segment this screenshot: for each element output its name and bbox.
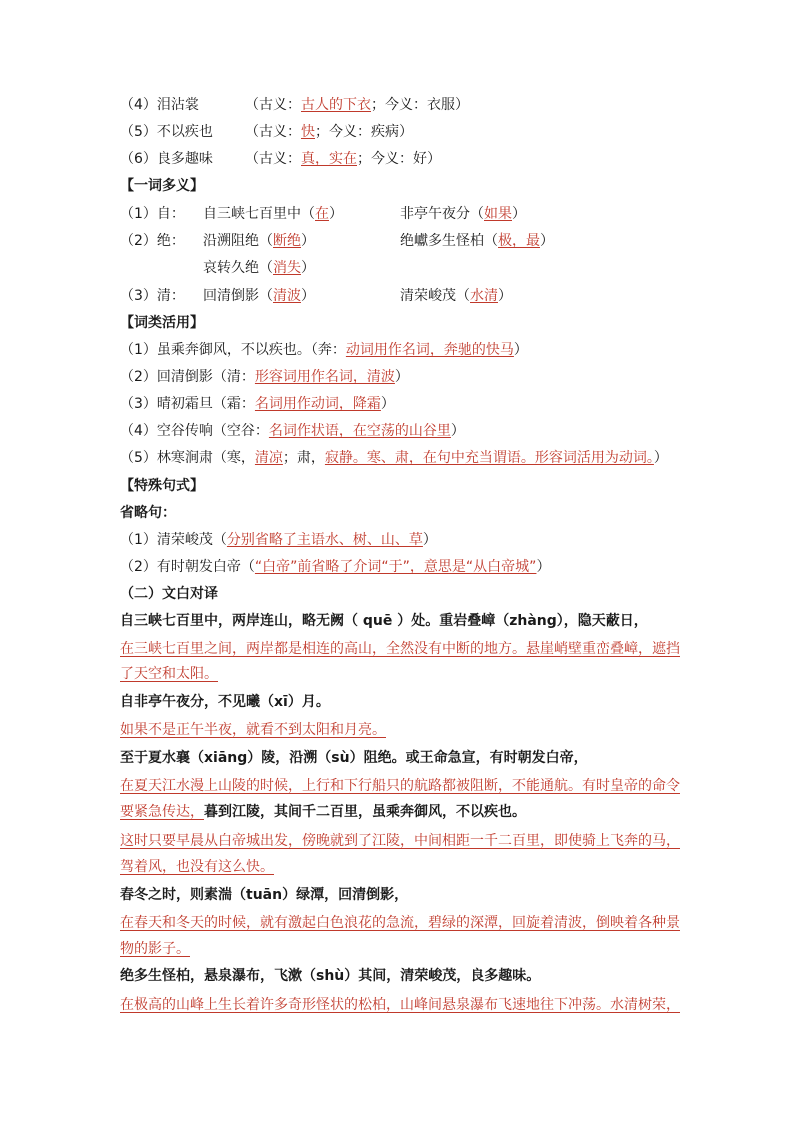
answer-text: 快 (301, 124, 315, 140)
polysemy-label: （2）绝： (120, 233, 185, 249)
meaning-explain: （古义：古人的下衣；今义：衣服） (245, 97, 469, 113)
answer-text: 真，实在 (301, 151, 357, 167)
original-text: 暮到江陵，其间千二百里，虽乘奔御风，不以疾也。 (204, 804, 526, 820)
translation-text: 这时只要早晨从白帝城出发，傍晚就到了江陵，中间相距一千二百里，即使骑上飞奔的马， (120, 833, 680, 849)
conversion-item: （1）虽乘奔御风，不以疾也。（奔：动词用作名词，奔驰的快马） (120, 342, 528, 358)
translation-text: 了天空和太阳。 (120, 666, 218, 682)
section-heading: 【一词多义】 (120, 178, 204, 194)
translation-text: 在极高的山峰上生长着许多奇形怪状的松柏，山峰间悬泉瀑布飞速地往下冲荡。水清树荣， (120, 997, 680, 1013)
translation-text: 在春天和冬天的时候，就有激起白色浪花的急流，碧绿的深潭，回旋着清波，倒映着各种景 (120, 915, 680, 931)
original-text: 春冬之时，则素湍（tuān）绿潭，回清倒影， (120, 887, 409, 903)
answer-text: 古人的下衣 (301, 97, 371, 113)
special-item: （2）有时朝发白帝（“白帝”前省略了介词“于”，意思是“从白帝城”） (120, 559, 551, 575)
polysemy-example: 自三峡七百里中（在） (203, 206, 343, 222)
polysemy-example: 回清倒影（清波） (203, 288, 315, 304)
original-text: 绝多生怪柏，悬泉瀑布，飞漱（shù）其间，清荣峻茂，良多趣味。 (120, 968, 541, 984)
meaning-word: （6）良多趣味 (120, 151, 213, 167)
meaning-explain: （古义：快；今义：疾病） (245, 124, 413, 140)
meaning-explain: （古义：真，实在；今义：好） (245, 151, 441, 167)
special-item: （1）清荣峻茂（分别省略了主语水、树、山、草） (120, 532, 437, 548)
conversion-item: （3）晴初霜旦（霜：名词用作动词，降霜） (120, 396, 395, 412)
section-heading: 【词类活用】 (120, 315, 204, 331)
meaning-word: （5）不以疾也 (120, 124, 213, 140)
original-text: 至于夏水襄（xiāng）陵，沿溯（sù）阻绝。或王命急宣，有时朝发白帝， (120, 750, 588, 766)
translation-text: 驾着风，也没有这么快。 (120, 859, 274, 875)
mixed-line (120, 802, 526, 822)
polysemy-label: （1）自： (120, 206, 185, 222)
translation-text: 在三峡七百里之间，两岸都是相连的高山，全然没有中断的地方。悬崖峭壁重峦叠嶂，遮挡 (120, 641, 680, 657)
translation-text: 要紧急传达， (120, 804, 204, 820)
translation-text: 如果不是正午半夜，就看不到太阳和月亮。 (120, 722, 386, 738)
conversion-item: （4）空谷传响（空谷：名词作状语，在空荡的山谷里） (120, 423, 465, 439)
translation-text: 在夏天江水漫上山陵的时候，上行和下行船只的航路都被阻断，不能通航。有时皇帝的命令 (120, 778, 680, 794)
polysemy-example: 绝巘多生怪柏（极，最） (400, 233, 554, 249)
polysemy-example: 沿溯阻绝（断绝） (203, 233, 315, 249)
meaning-row (120, 122, 213, 142)
section-heading: （二）文白对译 (120, 586, 218, 602)
polysemy-label: （3）清： (120, 288, 185, 304)
meaning-row (120, 149, 213, 169)
polysemy-example: 清荣峻茂（水清） (400, 288, 512, 304)
meaning-word: （4）泪沾裳 (120, 97, 199, 113)
section-heading: 【特殊句式】 (120, 478, 204, 494)
conversion-item: （2）回清倒影（清：形容词用作名词，清波） (120, 369, 409, 385)
meaning-row (120, 95, 199, 115)
original-text: 自三峡七百里中，两岸连山，略无阙（ quē ）处。重岩叠嶂（zhàng），隐天蔽日， (120, 613, 648, 629)
original-text: 自非亭午夜分，不见曦（xī）月。 (120, 694, 330, 710)
polysemy-example: 哀转久绝（消失） (203, 260, 315, 276)
conversion-item: （5）林寒涧肃（寒，清凉；肃，寂静。寒、肃，在句中充当谓语。形容词活用为动词。） (120, 450, 668, 466)
polysemy-example: 非亭午夜分（如果） (400, 206, 526, 222)
translation-text: 物的影子。 (120, 941, 190, 957)
sub-heading: 省略句： (120, 505, 176, 521)
